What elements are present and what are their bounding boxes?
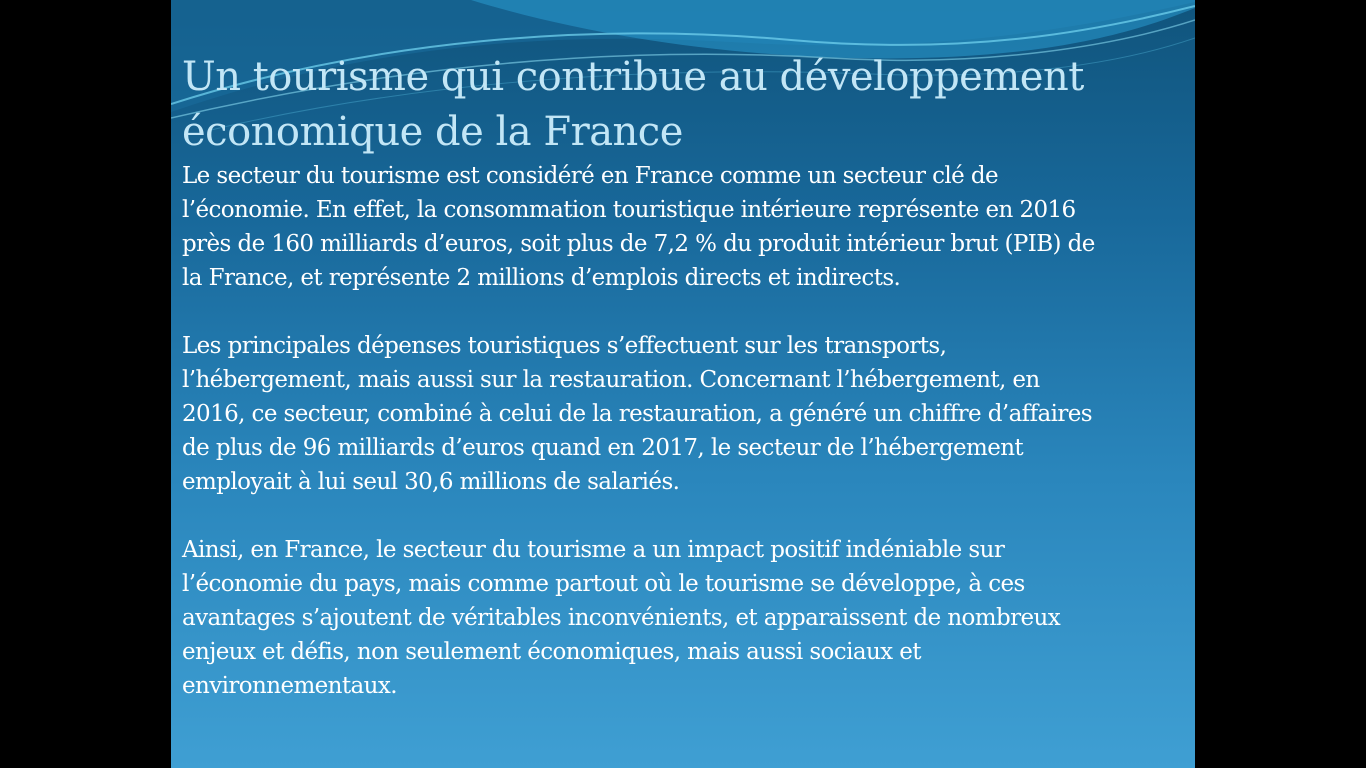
paragraph-economic-weight: Le secteur du tourisme est considéré en France comme un secteur clé de l’économie. En effet, la consommation touristique intérieure représente en 2016 près de 160 milliards d’euros, soit plus de 7,2 % du produit intérieur brut (PIB) de la France, et représente 2 millions d’emplois directs et indirects. (182, 163, 1095, 291)
slide (171, 0, 1195, 768)
slide-title: Un tourisme qui contribue au développement économique de la France (182, 54, 1084, 155)
slide-body (182, 159, 1182, 737)
paragraph-spending-breakdown: Les principales dépenses touristiques s’effectuent sur les transports, l’hébergement, mais aussi sur la restauration. Concernant l’hébergement, en 2016, ce secteur, combiné à celui de la restauration, a généré un chiffre d’affaires de plus de 96 milliards d’euros quand en 2017, le secteur de l’hébergement employait à lui seul 30,6 millions de salariés. (182, 333, 1092, 495)
paragraph-conclusion: Ainsi, en France, le secteur du tourisme a un impact positif indéniable sur l’économie du pays, mais comme partout où le tourisme se développe, à ces avantages s’ajoutent de véritables inconvénients, et apparaissent de nombreux enjeux et défis, non seulement économiques, mais aussi sociaux et environnementaux. (182, 537, 1061, 699)
